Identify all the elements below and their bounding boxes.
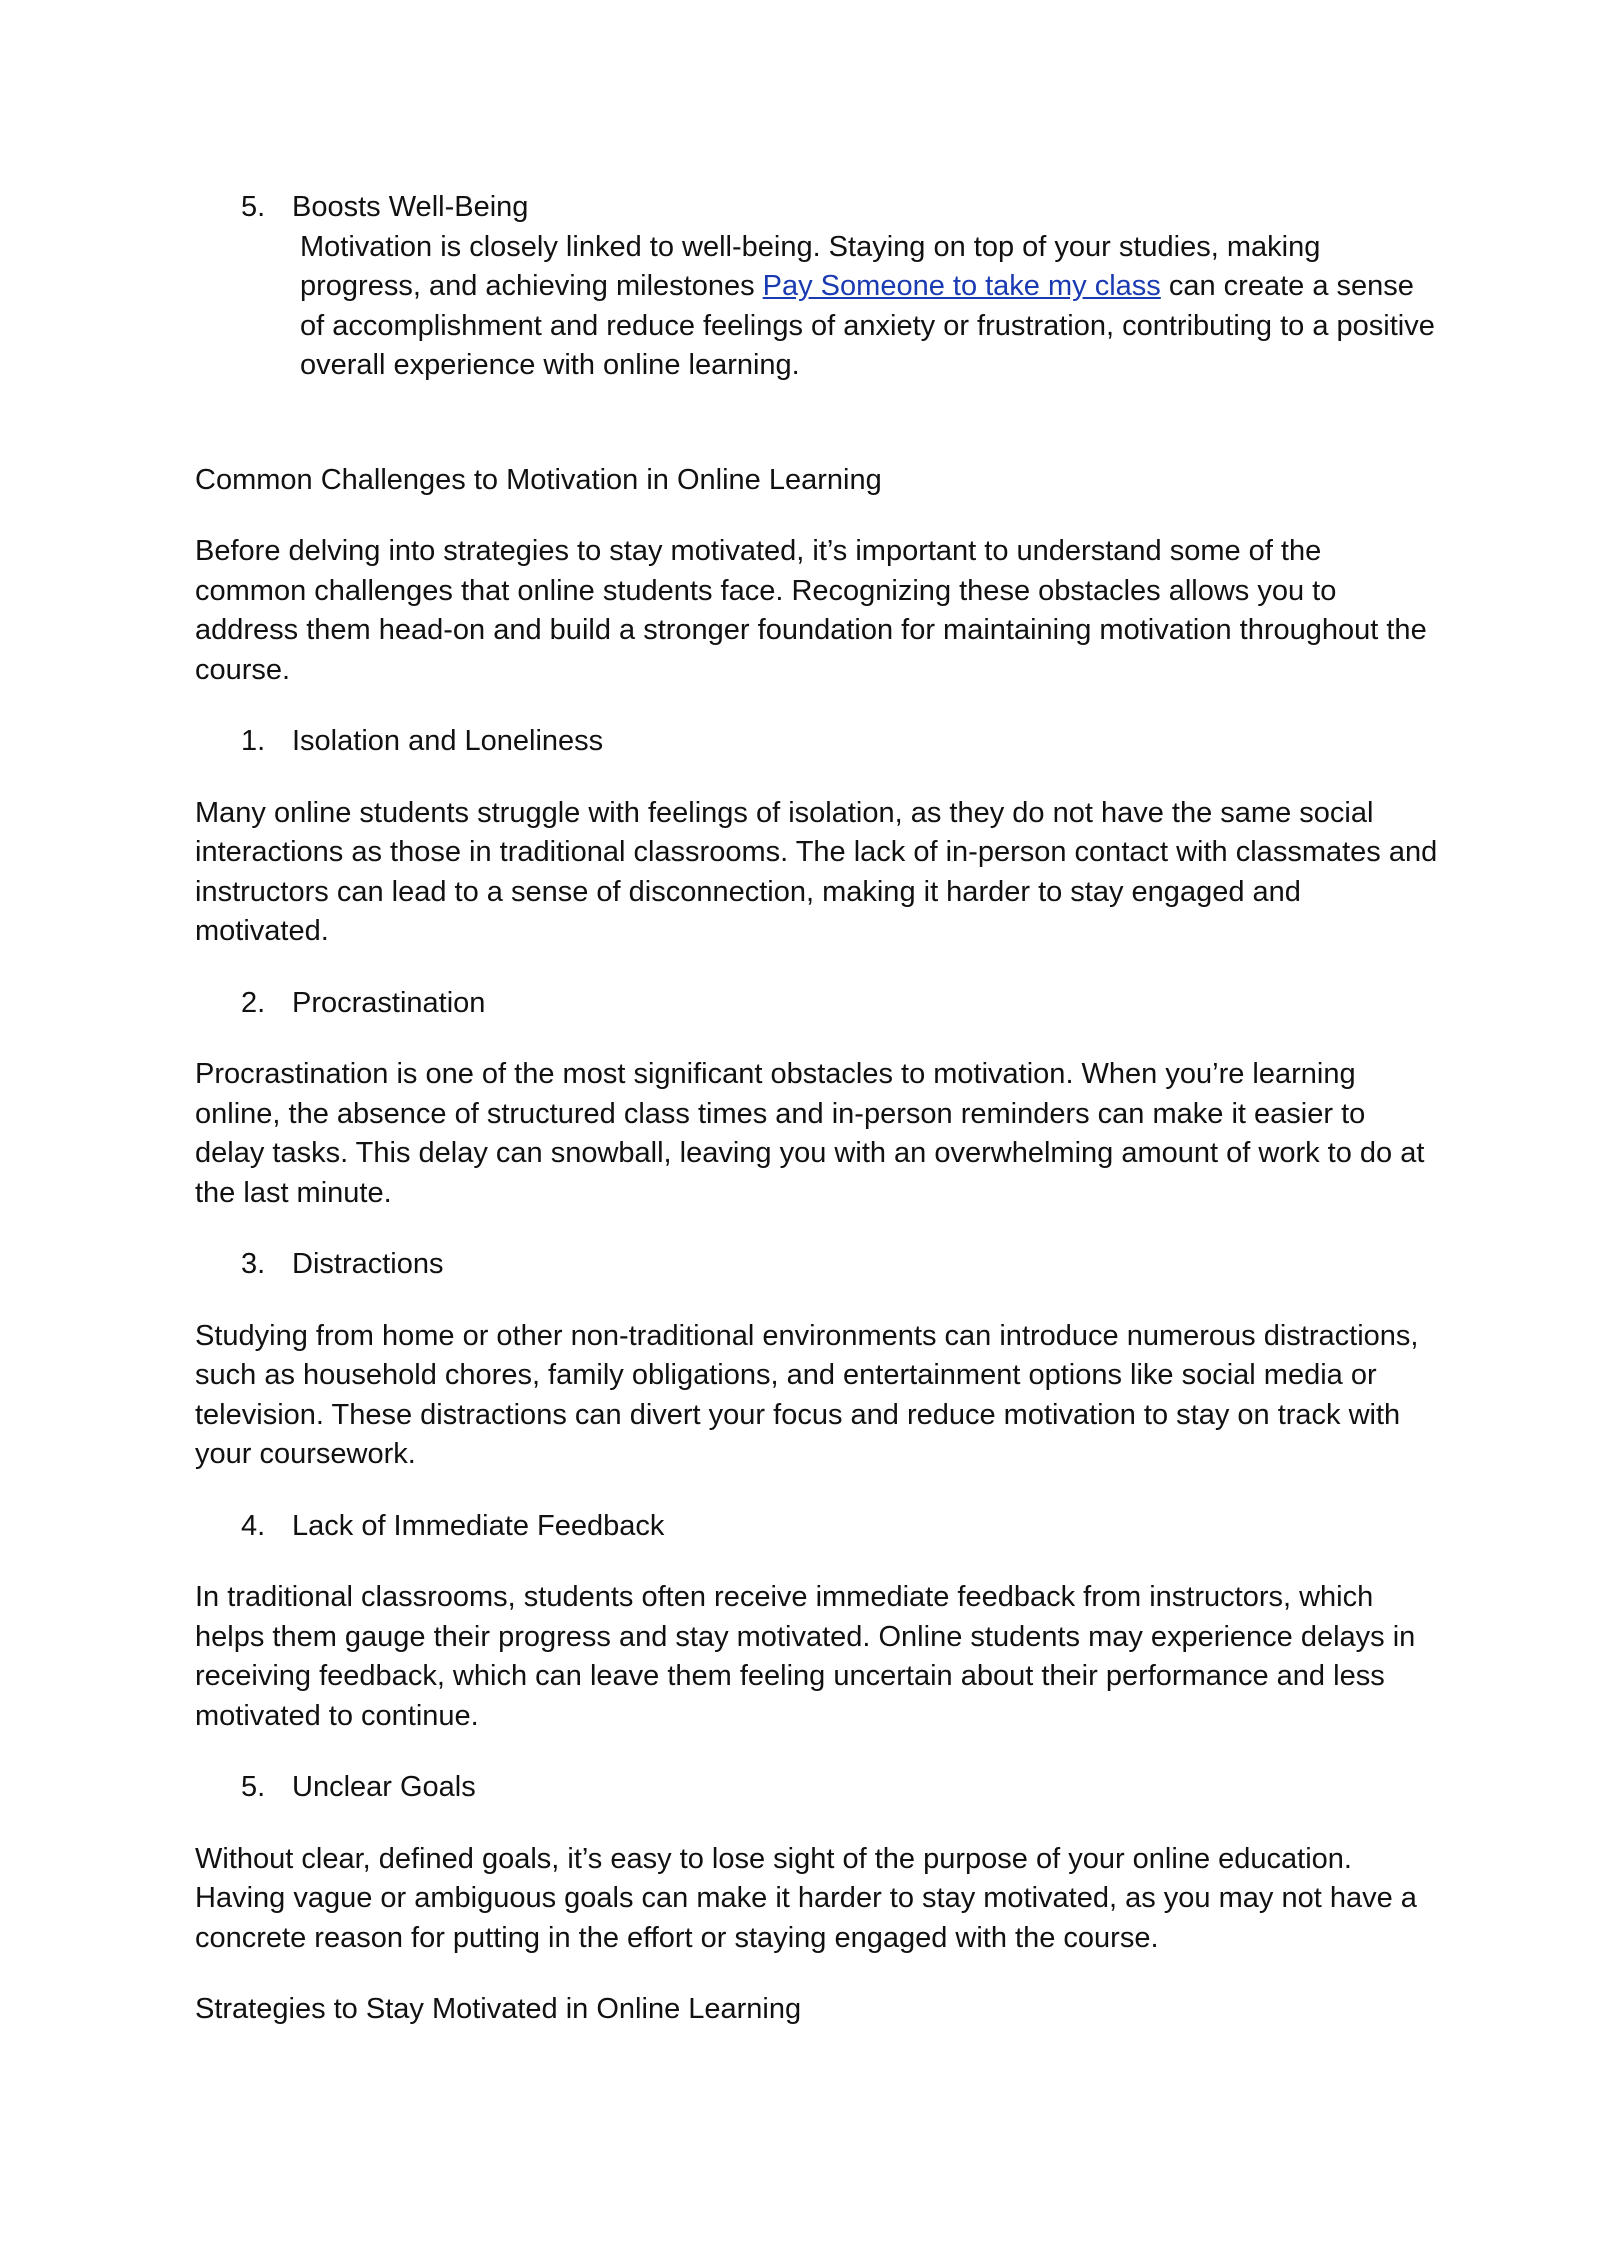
document-content	[195, 188, 1440, 2030]
list-item-procrastination	[195, 984, 1440, 1024]
list-item-title: Lack of Immediate Feedback	[292, 1509, 665, 1542]
description-text-after-link: can create a sense of accomplishment and reduce feelings of anxiety or frustration, contributing to a positive overall experience with online learning.	[300, 270, 1435, 381]
section-heading-challenges: Common Challenges to Motivation in Online Learning	[195, 463, 882, 496]
list-item-number: 3.	[241, 1248, 266, 1280]
list-item-isolation	[195, 722, 1440, 762]
list-item-title: Boosts Well-Being	[292, 191, 529, 223]
paragraph-isolation: Many online students struggle with feelings of isolation, as they do not have the same social interactions as those in traditional classrooms. The lack of in-person contact with classmates and instructors can lead to a sense of disconnection, making it harder to stay engaged and motivated.	[195, 796, 1438, 947]
pay-someone-link[interactable]: Pay Someone to take my class	[762, 270, 1161, 302]
list-item-number: 5.	[241, 1771, 266, 1803]
list-item-lack-of-feedback	[195, 1507, 1440, 1547]
list-item-number: 1.	[241, 725, 266, 757]
paragraph-lack-of-feedback: In traditional classrooms, students often receive immediate feedback from instructors, which helps them gauge their progress and stay motivated. Online students may experience delays in receiving feedback, which can leave them feeling uncertain about their performance and less motivated to continue.	[195, 1581, 1416, 1732]
section-heading-strategies: Strategies to Stay Motivated in Online Learning	[195, 1993, 802, 2025]
list-item-number: 4.	[241, 1509, 266, 1542]
list-item-distractions	[195, 1245, 1440, 1285]
list-item-description	[292, 228, 1440, 386]
list-item-number: 5.	[241, 191, 266, 223]
list-item-title: Distractions	[292, 1248, 444, 1280]
list-item-title: Procrastination	[292, 986, 486, 1019]
list-item-unclear-goals	[195, 1768, 1440, 1808]
list-item-title: Unclear Goals	[292, 1771, 476, 1803]
paragraph-unclear-goals: Without clear, defined goals, it’s easy to lose sight of the purpose of your online education. Having vague or ambiguous goals can make it harder to stay motivated, as you may not have a concrete reason for putting in the effort or staying engaged with the course.	[195, 1842, 1417, 1954]
list-item-boosts-well-being	[195, 188, 1440, 386]
list-item-number: 2.	[241, 986, 266, 1019]
paragraph-distractions: Studying from home or other non-traditional environments can introduce numerous distractions, such as household chores, family obligations, and entertainment options like social media or television. These distractions can divert your focus and reduce motivation to stay on track with your coursework.	[195, 1319, 1419, 1470]
description-text-before-link: Motivation is closely linked to well-being. Staying on top of your studies, making progress, and achieving milestones	[300, 230, 1321, 302]
paragraph-procrastination: Procrastination is one of the most significant obstacles to motivation. When you’re learning online, the absence of structured class times and in-person reminders can make it easier to delay tasks. This delay can snowball, leaving you with an overwhelming amount of work to do at the last minute.	[195, 1058, 1425, 1209]
section-intro-paragraph: Before delving into strategies to stay motivated, it’s important to understand some of the common challenges that online students face. Recognizing these obstacles allows you to address them head-on and build a stronger foundation for maintaining motivation throughout the course.	[195, 535, 1427, 686]
list-item-title: Isolation and Loneliness	[292, 725, 604, 757]
